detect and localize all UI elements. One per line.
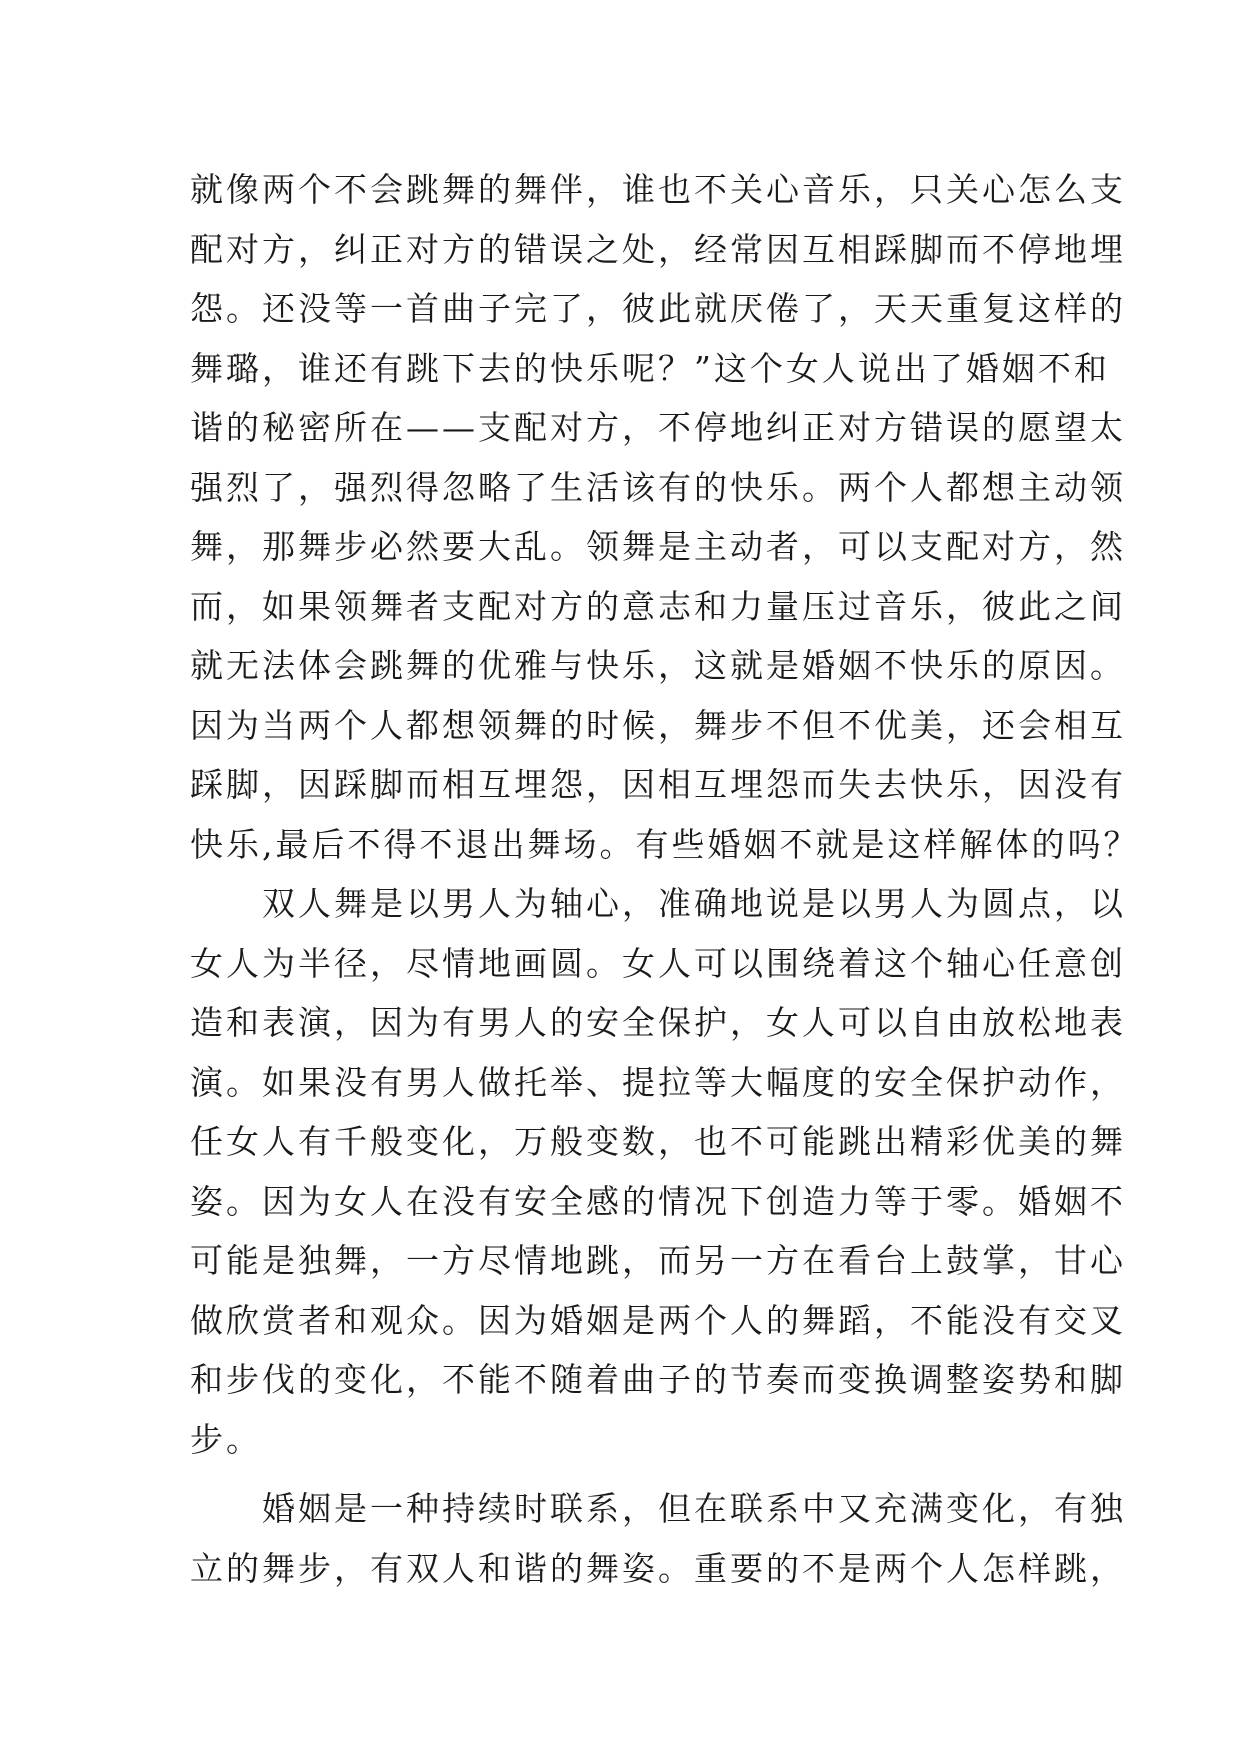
text-line: 就无法体会跳舞的优雅与快乐，这就是婚姻不快乐的原因。	[190, 646, 1126, 685]
text-line: 怨。还没等一首曲子完了，彼此就厌倦了，天天重复这样的	[190, 289, 1126, 328]
text-line: 婚姻是一种持续时联系，但在联系中又充满变化，有独	[190, 1489, 1126, 1528]
text-line: 任女人有千般变化，万般变数，也不可能跳出精彩优美的舞	[190, 1122, 1126, 1161]
text-line: 谐的秘密所在——支配对方，不停地纠正对方错误的愿望太	[190, 408, 1126, 447]
text-line: 女人为半径，尽情地画圆。女人可以围绕着这个轴心任意创	[190, 943, 1126, 983]
text-line: 步。	[190, 1419, 262, 1459]
text-line: 双人舞是以男人为轴心，准确地说是以男人为圆点，以	[190, 884, 1126, 923]
text-line: 做欣赏者和观众。因为婚姻是两个人的舞蹈，不能没有交叉	[190, 1300, 1126, 1340]
body-text	[190, 160, 1140, 1598]
text-line: 踩脚，因踩脚而相互埋怨，因相互埋怨而失去快乐，因没有	[190, 765, 1126, 804]
text-line: 快乐,最后不得不退出舞场。有些婚姻不就是这样解体的吗？	[190, 824, 1140, 864]
text-line: 舞璐，谁还有跳下去的快乐呢？”这个女人说出了婚姻不和	[190, 348, 1110, 388]
text-line: 造和表演，因为有男人的安全保护，女人可以自由放松地表	[190, 1003, 1126, 1042]
text-line: 就像两个不会跳舞的舞伴，谁也不关心音乐，只关心怎么支	[190, 170, 1126, 209]
text-line: 演。如果没有男人做托举、提拉等大幅度的安全保护动作，	[190, 1062, 1126, 1102]
text-line: 舞，那舞步必然要大乱。领舞是主动者，可以支配对方，然	[190, 527, 1126, 566]
text-line: 强烈了，强烈得忽略了生活该有的快乐。两个人都想主动领	[190, 467, 1126, 507]
text-line: 因为当两个人都想领舞的时候，舞步不但不优美，还会相互	[190, 705, 1126, 745]
text-line: 姿。因为女人在没有安全感的情况下创造力等于零。婚姻不	[190, 1181, 1126, 1221]
text-line: 和步伐的变化，不能不随着曲子的节奏而变换调整姿势和脚	[190, 1360, 1126, 1399]
paragraph-gap	[190, 1469, 1070, 1479]
text-line: 而，如果领舞者支配对方的意志和力量压过音乐，彼此之间	[190, 586, 1126, 626]
text-line: 立的舞步，有双人和谐的舞姿。重要的不是两个人怎样跳，	[190, 1548, 1126, 1588]
text-line: 配对方，纠正对方的错误之处，经常因互相踩脚而不停地埋	[190, 229, 1126, 269]
text-line: 可能是独舞，一方尽情地跳，而另一方在看台上鼓掌，甘心	[190, 1241, 1126, 1280]
